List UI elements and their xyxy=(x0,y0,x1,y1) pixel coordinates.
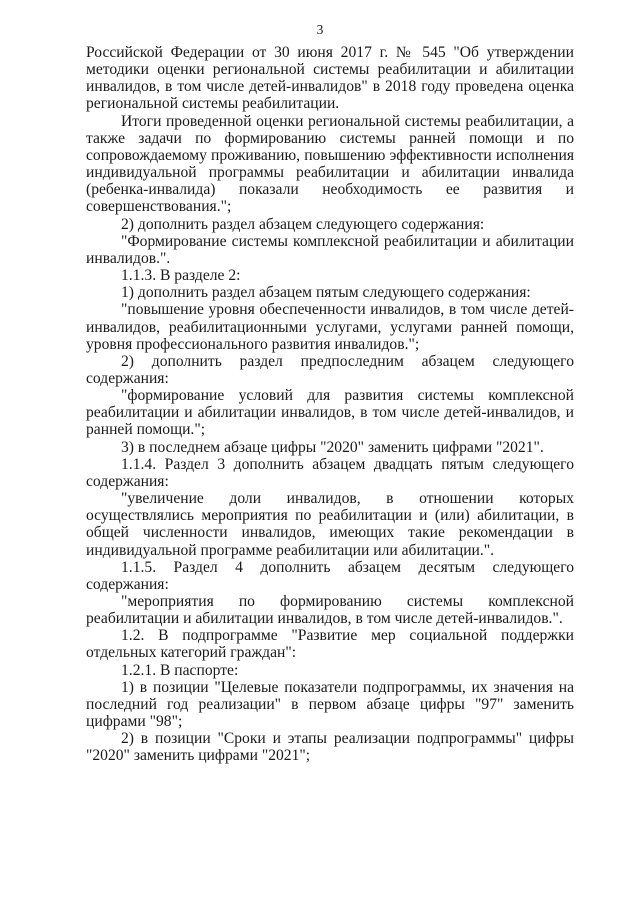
paragraph-2: Итоги проведенной оценки региональной системы реабилитации, а также задачи по формированию системы ранней помощи и по сопровождаемому проживанию, повышению эффективности исполнения индивидуальной программы реабилитации и абилитации инвалида (ребенка-инвалида) показали необходимость ее развития и совершенствования."; xyxy=(86,112,574,216)
paragraph-10: 3) в последнем абзаце цифры "2020" заменить цифрами "2021". xyxy=(121,438,544,456)
paragraph-7: "повышение уровня обеспеченности инвалидов, в том числе детей-инвалидов, реабилитационными услугами, услугами ранней помощи, уровня профессионального развития инвалидов."; xyxy=(86,301,574,353)
paragraph-5: 1.1.3. В разделе 2: xyxy=(121,267,241,285)
paragraph-15: 1.2. В подпрограмме "Развитие мер социальной поддержки отдельных категорий граждан": xyxy=(86,627,574,662)
paragraph-9: "формирование условий для развития системы комплексной реабилитации и абилитации инвалидов, в том числе детей-инвалидов, и ранней помощи."; xyxy=(86,387,574,439)
paragraph-3: 2) дополнить раздел абзацем следующего содержания: xyxy=(121,215,485,233)
paragraph-13: 1.1.5. Раздел 4 дополнить абзацем десятым следующего содержания: xyxy=(86,558,574,593)
paragraph-1: Российской Федерации от 30 июня 2017 г. № 545 "Об утверждении методики оценки региональной системы реабилитации и абилитации инвалидов, в том числе детей-инвалидов" в 2018 году проведена оценка региональной системы реабилитации. xyxy=(86,44,574,113)
page-number: 3 xyxy=(316,22,324,37)
paragraph-18: 2) в позиции "Сроки и этапы реализации подпрограммы" цифры "2020" заменить цифрами "2021"; xyxy=(86,730,574,765)
paragraph-6: 1) дополнить раздел абзацем пятым следующего содержания: xyxy=(121,284,531,302)
paragraph-17: 1) в позиции "Целевые показатели подпрограммы, их значения на последний год реализации" в первом абзаце цифры "97" заменить цифрами "98"; xyxy=(86,678,574,731)
paragraph-8: 2) дополнить раздел предпоследним абзацем следующего содержания: xyxy=(86,352,574,387)
paragraph-14: "мероприятия по формированию системы комплексной реабилитации и абилитации инвалидов, в том числе детей-инвалидов.". xyxy=(86,593,574,628)
document-body xyxy=(86,44,574,765)
paragraph-4: "Формирование системы комплексной реабилитации и абилитации инвалидов.". xyxy=(86,232,574,267)
paragraph-16: 1.2.1. В паспорте: xyxy=(121,661,239,679)
paragraph-11: 1.1.4. Раздел 3 дополнить абзацем двадцать пятым следующего содержания: xyxy=(86,455,574,490)
paragraph-12: "увеличение доли инвалидов, в отношении которых осуществлялись мероприятия по реабилитации и (или) абилитации, в общей численности инвалидов, имеющих такие рекомендации в индивидуальной программе реабилитации или абилитации.". xyxy=(86,490,574,559)
